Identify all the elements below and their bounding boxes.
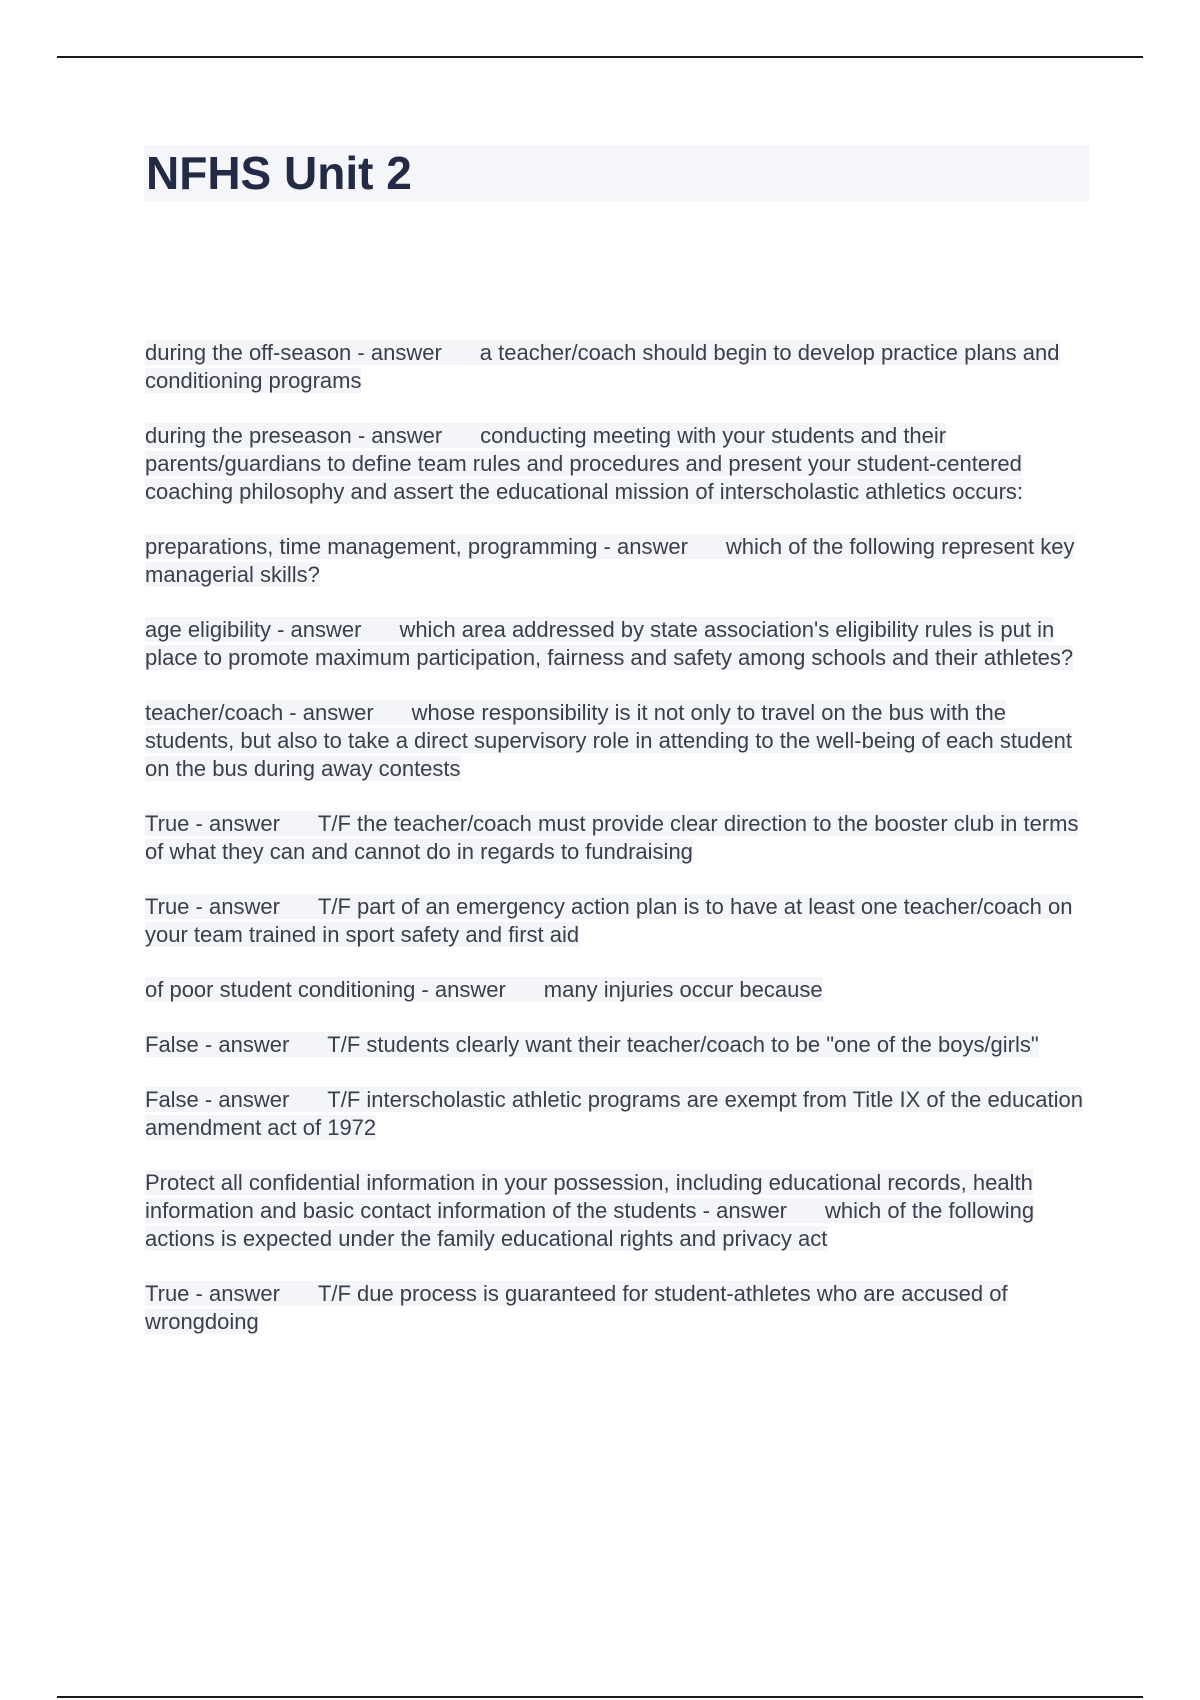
qa-item: [145, 1280, 1085, 1336]
qa-answer: preparations, time management, programming - answer: [145, 534, 688, 559]
qa-answer: Protect all confidential information in your possession, including educational records, health information and basic contact information of the students - answer: [145, 1170, 1033, 1223]
qa-answer: teacher/coach - answer: [145, 700, 374, 725]
qa-answer: True - answer: [145, 1281, 280, 1306]
qa-answer: False - answer: [145, 1032, 290, 1057]
qa-question: whose responsibility is it not only to travel on the bus with the students, but also to take a direct supervisory role in attending to the well-being of each student on the bus during away contests: [145, 700, 1072, 781]
qa-question: T/F due process is guaranteed for student-athletes who are accused of wrongdoing: [145, 1281, 1008, 1334]
qa-question: T/F the teacher/coach must provide clear direction to the booster club in terms of what they can and cannot do in regards to fundraising: [145, 811, 1079, 864]
qa-item: [145, 976, 1085, 1004]
qa-answer: during the off-season - answer: [145, 340, 442, 365]
qa-question: T/F students clearly want their teacher/coach to be "one of the boys/girls": [327, 1032, 1039, 1057]
bottom-divider: [57, 1696, 1143, 1698]
qa-item: [145, 533, 1085, 589]
qa-answer: age eligibility - answer: [145, 617, 362, 642]
qa-item: [145, 1169, 1085, 1253]
qa-item: [145, 810, 1085, 866]
qa-question: which of the following actions is expected under the family educational rights and privacy act: [145, 1198, 1035, 1251]
qa-question: conducting meeting with your students and their parents/guardians to define team rules and procedures and present your student-centered coaching philosophy and assert the educational mission of interscholastic athletics occurs:: [145, 423, 1024, 504]
qa-item: [145, 339, 1085, 395]
qa-question: which of the following represent key managerial skills?: [145, 534, 1075, 587]
qa-item: [145, 422, 1085, 506]
qa-list: [145, 339, 1085, 1363]
top-divider: [57, 56, 1143, 58]
qa-question: which area addressed by state association's eligibility rules is put in place to promote maximum participation, fairness and safety among schools and their athletes?: [145, 617, 1074, 670]
qa-question: a teacher/coach should begin to develop practice plans and conditioning programs: [145, 340, 1060, 393]
qa-answer: False - answer: [145, 1087, 290, 1112]
page-title: NFHS Unit 2: [146, 147, 412, 199]
qa-question: T/F interscholastic athletic programs are exempt from Title IX of the education amendment act of 1972: [145, 1087, 1083, 1140]
qa-question: many injuries occur because: [543, 977, 823, 1002]
qa-answer: True - answer: [145, 811, 280, 836]
qa-item: [145, 893, 1085, 949]
qa-item: [145, 616, 1085, 672]
qa-item: [145, 1086, 1085, 1142]
qa-item: [145, 699, 1085, 783]
qa-item: [145, 1031, 1085, 1059]
qa-question: T/F part of an emergency action plan is to have at least one teacher/coach on your team trained in sport safety and first aid: [145, 894, 1073, 947]
qa-answer: True - answer: [145, 894, 280, 919]
qa-answer: of poor student conditioning - answer: [145, 977, 506, 1002]
qa-answer: during the preseason - answer: [145, 423, 443, 448]
